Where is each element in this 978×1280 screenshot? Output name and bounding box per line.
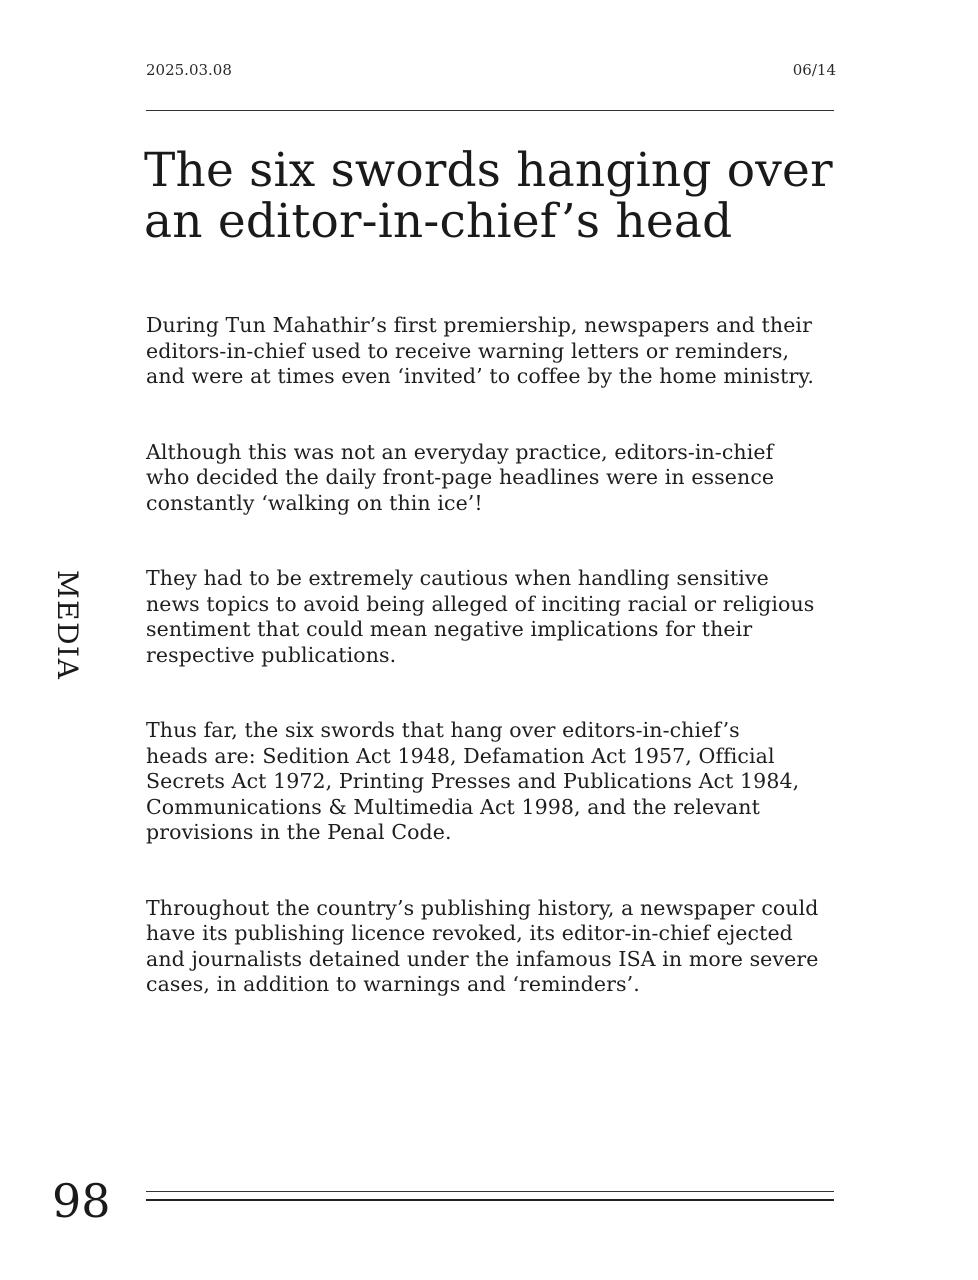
section-label: MEDIA: [51, 570, 84, 681]
bottom-divider-thin: [146, 1191, 834, 1192]
issue-page-indicator: 06/14: [792, 61, 836, 79]
article-body: [146, 313, 846, 1048]
top-divider: [146, 110, 834, 111]
article-title: The six swords hanging over an editor-in-chief’s head: [144, 143, 833, 249]
paragraph-2: Although this was not an everyday practice, editors-in-chief who decided the daily front-page headlines were in essence constantly ‘walking on thin ice’!: [146, 439, 775, 515]
bottom-divider-thick: [146, 1199, 834, 1201]
paragraph-3: They had to be extremely cautious when handling sensitive news topics to avoid being alleged of inciting racial or religious sentiment that could mean negative implications for their respective publications.: [146, 566, 815, 667]
paragraph-1: During Tun Mahathir’s first premiership, newspapers and their editors-in-chief used to receive warning letters or reminders, and were at times even ‘invited’ to coffee by the home ministry.: [146, 313, 814, 388]
paragraph-5: Throughout the country’s publishing history, a newspaper could have its publishing licence revoked, its editor-in-chief ejected and journalists detained under the infamous ISA in more severe cases, in addition to warnings and ‘reminders’.: [146, 895, 819, 996]
paragraph-4: Thus far, the six swords that hang over editors-in-chief’s heads are: Sedition Act 1948, Defamation Act 1957, Official Secrets Act 1972, Printing Presses and Publications Act 1984, Communications & Multimedia Act 1998, and the relevant provisions in the Penal Code.: [146, 718, 800, 844]
page-number: 98: [52, 1174, 111, 1228]
issue-date: 2025.03.08: [146, 61, 232, 79]
